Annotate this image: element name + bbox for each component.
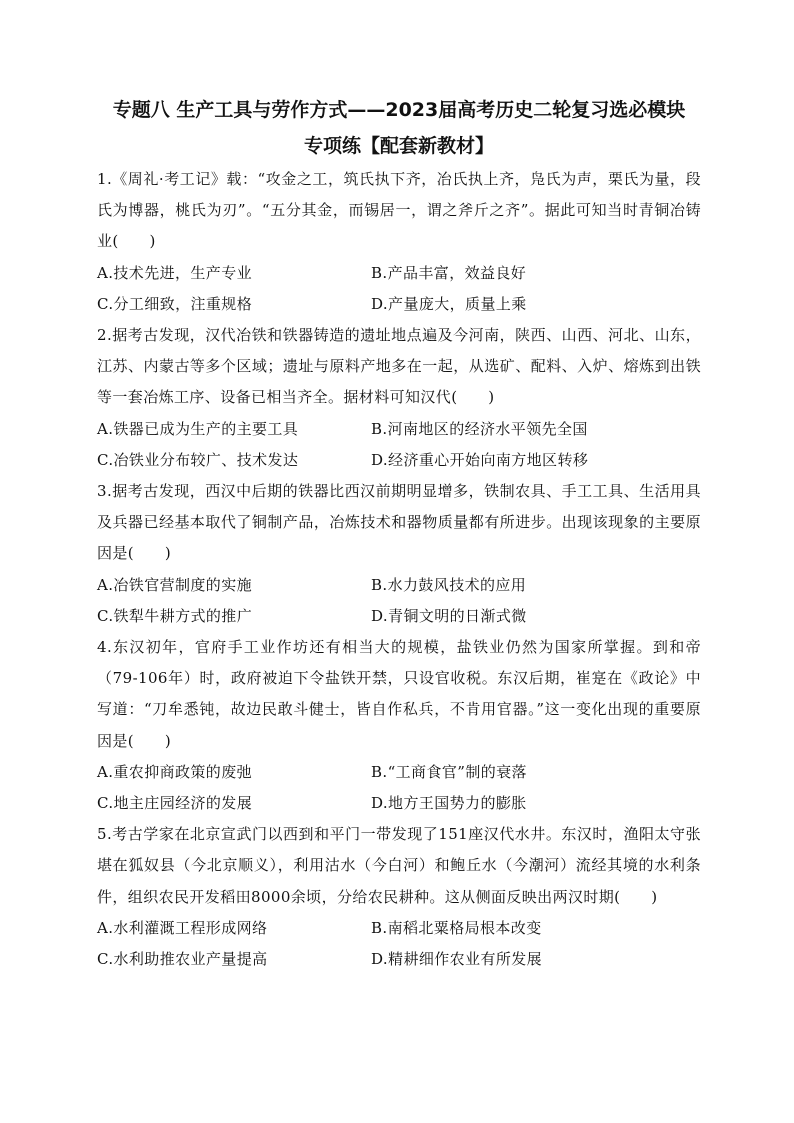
- option-grid: [97, 414, 701, 476]
- option-c: C.分工细致，注重规格: [97, 294, 253, 313]
- question-stem: 4.东汉初年，官府手工业作坊还有相当大的规模，盐铁业仍然为国家所掌握。到和帝（79-106年）时，政府被迫下令盐铁开禁，只设官收税。东汉后期，崔寔在《政论》中写道：“刀牟悉钝，故边民敢斗健士，皆自作私兵，不肯用官器。”这一变化出现的重要原因是( ): [97, 638, 701, 750]
- option-a: A.技术先进，生产专业: [97, 263, 253, 282]
- question-stem: 1.《周礼·考工记》载：“攻金之工，筑氏执下齐，冶氏执上齐，凫氏为声，栗氏为量，段氏为博器，桃氏为刃”。“五分其金，而锡居一，谓之斧斤之齐”。据此可知当时青铜冶铸业( ): [97, 170, 701, 251]
- document-title-line-1: 专题八 生产工具与劳作方式——2023届高考历史二轮复习选必模块: [112, 99, 686, 121]
- option-c: C.地主庄园经济的发展: [97, 794, 253, 813]
- document-page: [97, 92, 701, 975]
- option-b: B.河南地区的经济水平领先全国: [371, 419, 588, 438]
- option-grid: [97, 757, 701, 819]
- question-5: [97, 819, 701, 975]
- option-a: A.水利灌溉工程形成网络: [97, 918, 268, 937]
- option-a: A.冶铁官营制度的实施: [97, 575, 253, 594]
- option-c: C.铁犁牛耕方式的推广: [97, 606, 253, 625]
- option-d: D.精耕细作农业有所发展: [371, 950, 543, 969]
- document-title-line-2: 专项练【配套新教材】: [303, 135, 494, 157]
- option-d: D.地方王国势力的膨胀: [371, 794, 527, 813]
- option-a: A.铁器已成为生产的主要工具: [97, 419, 299, 438]
- question-stem: 2.据考古发现，汉代冶铁和铁器铸造的遗址地点遍及今河南，陕西、山西、河北、山东，江苏、内蒙古等多个区域；遗址与原料产地多在一起，从选矿、配料、入炉、熔炼到出铁等一套冶炼工序、设备已相当齐全。据材料可知汉代( ): [97, 326, 701, 407]
- question-2: [97, 320, 701, 476]
- option-grid: [97, 570, 701, 632]
- option-grid: [97, 913, 701, 975]
- question-stem: 5.考古学家在北京宣武门以西到和平门一带发现了151座汉代水井。东汉时，渔阳太守张堪在狐奴县（今北京顺义），利用沽水（今白河）和鲍丘水（今潮河）流经其境的水利条件，组织农民开发稻田8000余顷，分给农民耕种。这从侧面反映出两汉时期( ): [97, 825, 701, 906]
- option-a: A.重农抑商政策的废弛: [97, 762, 253, 781]
- question-stem: 3.据考古发现，西汉中后期的铁器比西汉前期明显增多，铁制农具、手工工具、生活用具及兵器已经基本取代了铜制产品，冶炼技术和器物质量都有所进步。出现该现象的主要原因是( ): [97, 482, 701, 563]
- question-3: [97, 476, 701, 632]
- option-b: B.产品丰富，效益良好: [371, 263, 527, 282]
- option-grid: [97, 258, 701, 320]
- option-d: D.产量庞大，质量上乘: [371, 294, 527, 313]
- option-c: C.冶铁业分布较广、技术发达: [97, 450, 299, 469]
- option-b: B.南稻北粟格局根本改变: [371, 918, 542, 937]
- option-b: B.“工商食官”制的衰落: [371, 762, 527, 781]
- question-1: [97, 164, 701, 320]
- question-4: [97, 632, 701, 819]
- option-b: B.水力鼓风技术的应用: [371, 575, 527, 594]
- option-d: D.青铜文明的日渐式微: [371, 606, 527, 625]
- option-c: C.水利助推农业产量提高: [97, 950, 268, 969]
- option-d: D.经济重心开始向南方地区转移: [371, 450, 589, 469]
